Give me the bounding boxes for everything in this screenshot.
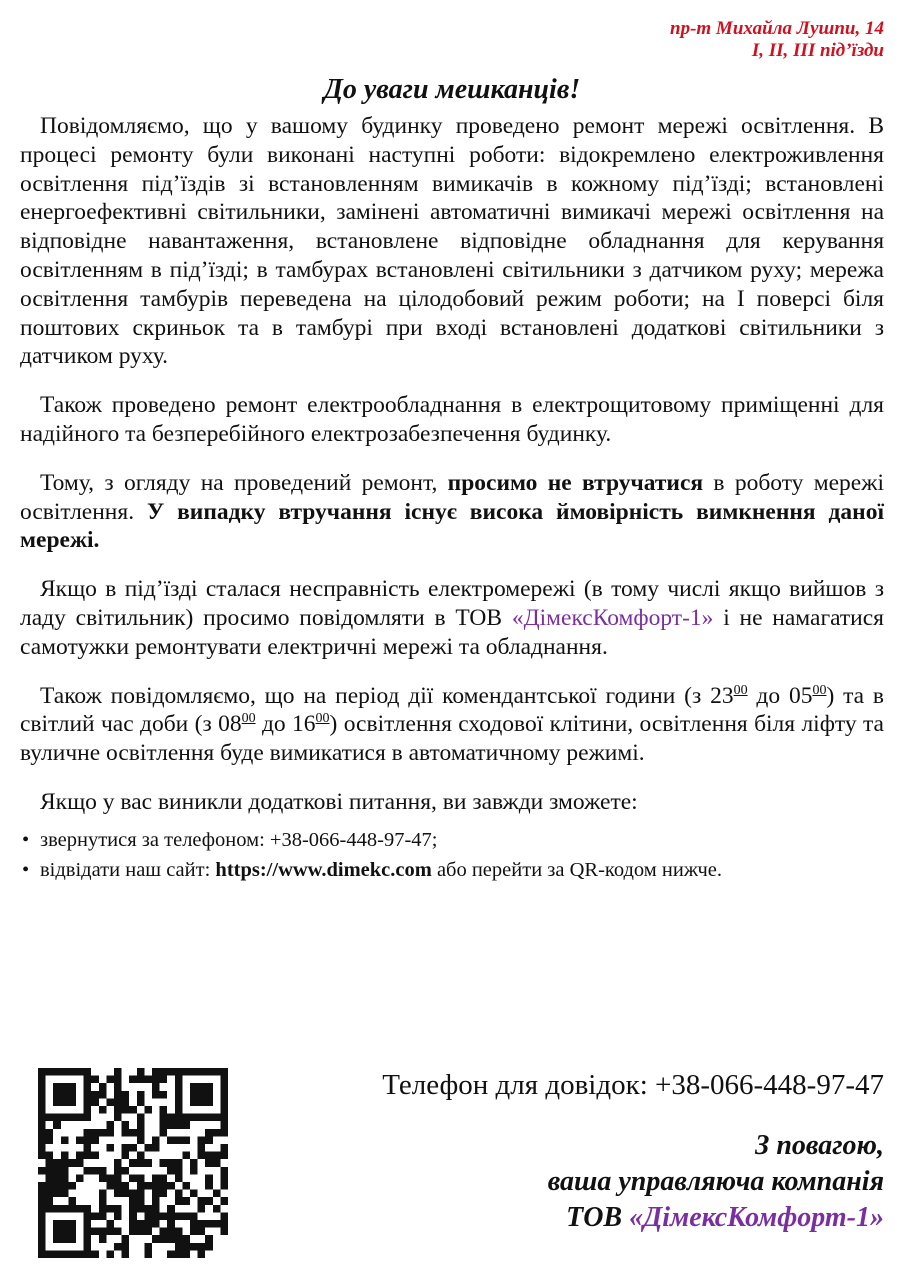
time-minutes: 00 xyxy=(733,682,748,698)
contact-site-item xyxy=(20,855,884,885)
paragraph-do-not-interfere xyxy=(20,469,884,555)
paragraph-repair-details: Повідомляємо, що у вашому будинку проведено ремонт мережі освітлення. В процесі ремонту були виконані наступні роботи: відокремлено електроживлення освітлення під’їздів зі встановленням вимикачів в кожному під’їзді; встановлені енергоефективні світильники, замінені автоматичні вимикачі мережі освітлення на відповідне навантаження, встановлене відповідне обладнання для керування освітленням в під’їзді; в тамбурах встановлені світильники з датчиком руху; мережа освітлення тамбурів переведена на цілодобовий режим роботи; на І поверсі біля поштових скриньок та в тамбурі при вході встановлені додаткові світильники з датчиком руху. xyxy=(20,113,884,370)
signature-company-name: «ДімексКомфорт-1» xyxy=(629,1202,884,1233)
address-block xyxy=(670,18,884,62)
time-minutes: 00 xyxy=(812,682,827,698)
site-link[interactable]: https://www.dimekc.com xyxy=(215,858,432,881)
paragraph-electrical-repair: Також проведено ремонт електрообладнання в електрощитовому приміщенні для надійного та безперебійного електрозабезпечення будинку. xyxy=(20,392,884,447)
p5-text-3: ) та в світлий час доби (з 08 xyxy=(20,682,885,738)
p5-text-1: Також повідомляємо, що на період дії комендантської години (з 23 xyxy=(40,682,734,709)
p5-text-5: ) освітлення сходової клітини, освітлення біля ліфту та вуличне освітлення буде вимикатися в автоматичному режимі. xyxy=(20,711,884,767)
p4-text-1: Якщо в під’їзді сталася несправність електромережі (в тому числі якщо вийшов з ладу світильник) просимо повідомляти в ТОВ xyxy=(20,576,884,631)
signature-regards: З повагою, xyxy=(755,1130,884,1161)
phone-line: Телефон для довідок: +38-066-448-97-47 xyxy=(382,1069,884,1101)
p3-text-2: в роботу мережі освітлення. xyxy=(20,469,884,525)
site-prefix: відвідати наш сайт: xyxy=(40,858,216,881)
time-minutes: 00 xyxy=(241,711,256,727)
p5-text-2: до 05 xyxy=(747,682,813,709)
contact-phone-item: • звернутися за телефоном: +38-066-448-97-47; xyxy=(20,825,884,855)
signature-company-type: ваша управляюча компанія xyxy=(547,1166,884,1197)
paragraph-report-faults xyxy=(20,575,884,661)
signature-company-prefix: ТОВ xyxy=(566,1202,630,1233)
p3-bold-1: просимо не втручатися xyxy=(447,469,704,496)
p3-text-1: Тому, з огляду на проведений ремонт, xyxy=(40,469,448,496)
notice-body xyxy=(20,112,884,885)
notice-title: До уваги мешканців! xyxy=(323,74,581,105)
contacts-list xyxy=(20,825,884,885)
address-street: пр-т Михайла Лушпи, 14 xyxy=(670,18,884,39)
signature-company xyxy=(548,1200,884,1236)
time-minutes: 00 xyxy=(315,711,330,727)
site-suffix: або перейти за QR-кодом нижче. xyxy=(431,858,723,881)
p3-bold-2: У випадку втручання існує висока ймовірність вимкнення даної мережі. xyxy=(20,498,884,554)
p5-text-4: до 16 xyxy=(255,711,316,738)
company-name: «ДімексКомфорт-1» xyxy=(511,604,714,631)
address-entrances: І, ІІ, ІІІ під’їзди xyxy=(751,40,884,61)
p4-text-2: і не намагатися самотужки ремонтувати електричні мережі та обладнання. xyxy=(20,604,884,660)
paragraph-curfew-schedule xyxy=(20,682,884,768)
qr-code-icon[interactable] xyxy=(38,1068,228,1258)
paragraph-questions: Якщо у вас виникли додаткові питання, ви завжди зможете: xyxy=(40,788,638,815)
signature-block xyxy=(548,1128,884,1236)
